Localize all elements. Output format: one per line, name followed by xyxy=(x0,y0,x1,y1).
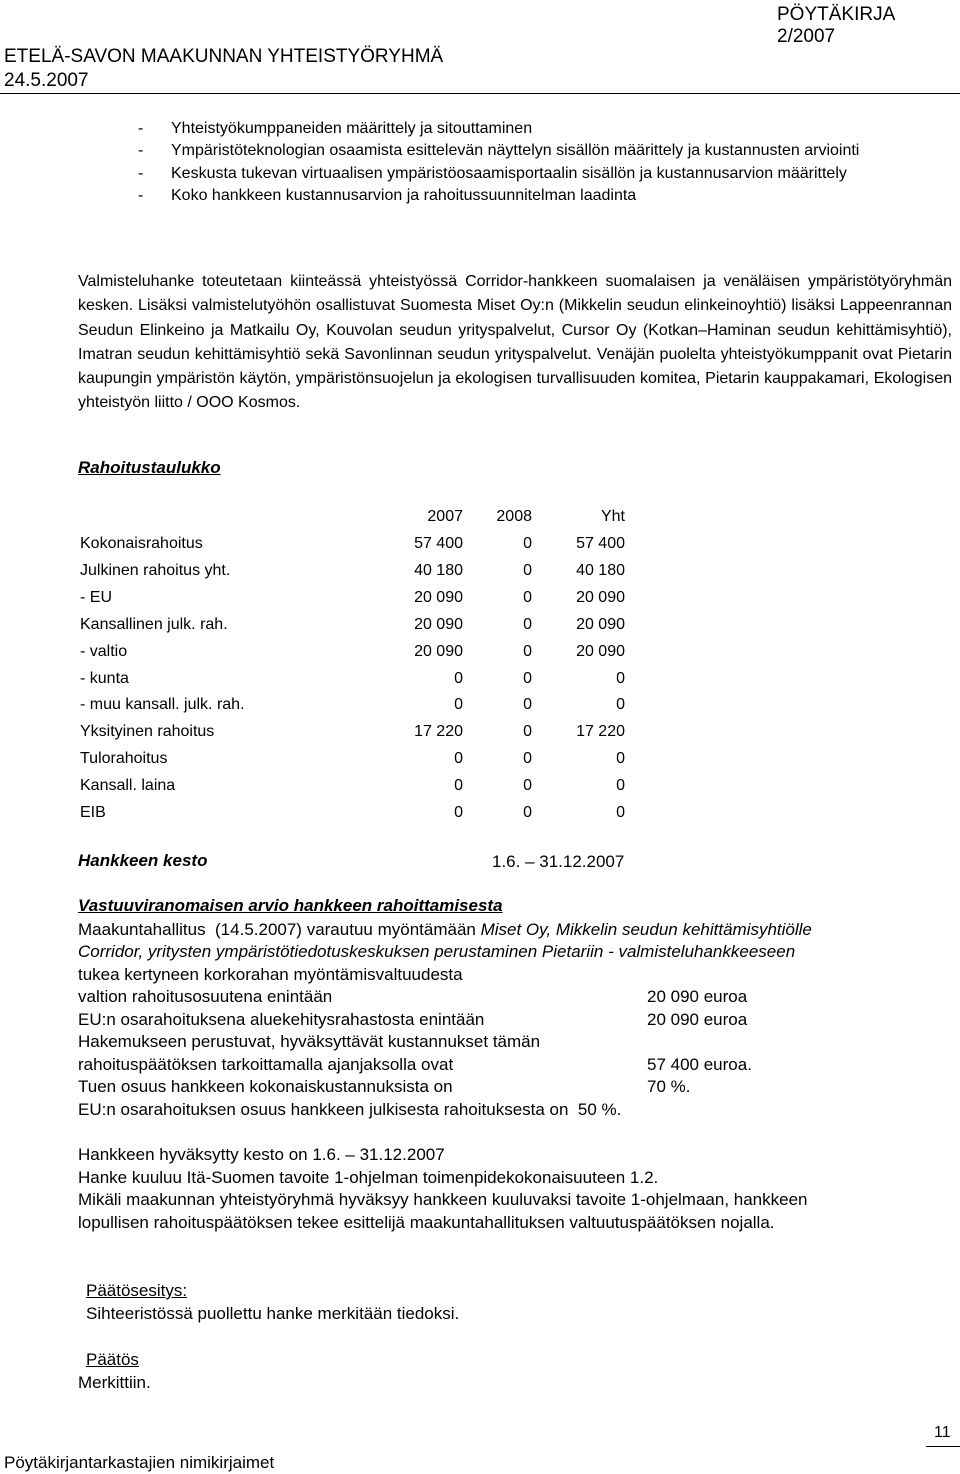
cell-yht: 57 400 xyxy=(576,535,625,552)
proposal-heading: Päätösesitys: xyxy=(86,1281,188,1300)
decision-text: Merkittiin. xyxy=(78,1373,151,1392)
column-header: 2007 xyxy=(427,508,463,525)
closing-line: Mikäli maakunnan yhteistyöryhmä hyväksyy hankkeen kuuluvaksi tavoite 1-ohjelmaan, hankkeen xyxy=(78,1190,808,1209)
cell-yht: 40 180 xyxy=(576,561,625,579)
arvio-line: EU:n osarahoituksen osuus hankkeen julkisesta rahoituksesta on 50 %. xyxy=(78,1100,622,1119)
signature-label: Pöytäkirjantarkastajien nimikirjaimet xyxy=(4,1453,275,1472)
arvio-value: 57 400 euroa. xyxy=(647,1055,752,1074)
cell-yht: 0 xyxy=(616,696,625,714)
arvio-line: Corridor, yritysten ympäristötiedotuskeskuksen perustaminen Pietariin - valmisteluhankkeeseen xyxy=(78,942,796,961)
cell-2008: 0 xyxy=(523,750,532,768)
arvio-value: 70 %. xyxy=(647,1077,691,1096)
cell-2007: 20 090 xyxy=(414,588,463,606)
row-label: Kansall. laina xyxy=(80,777,176,795)
header-divider xyxy=(0,93,960,94)
arvio-value: 20 090 euroa xyxy=(647,1010,748,1029)
page-number: 11 xyxy=(934,1424,951,1441)
proposal-text: Sihteeristössä puollettu hanke merkitään tiedoksi. xyxy=(86,1304,460,1323)
cell-yht: 20 090 xyxy=(576,642,625,660)
document-type: PÖYTÄKIRJA xyxy=(777,4,896,25)
organization-name: ETELÄ-SAVON MAAKUNNAN YHTEISTYÖRYHMÄ xyxy=(4,46,444,67)
list-item: - Yhteistyökumppaneiden määrittely ja sitouttaminen xyxy=(138,120,533,137)
cell-2007: 0 xyxy=(454,804,463,821)
row-label: - kunta xyxy=(80,669,129,687)
list-item: - Keskusta tukevan virtuaalisen ympäristöosaamisportaalin sisällön ja kustannusarvion määrittely xyxy=(138,164,847,182)
cell-2008: 0 xyxy=(523,535,532,552)
row-label: Kokonaisrahoitus xyxy=(80,535,203,552)
row-label: Kansallinen julk. rah. xyxy=(80,615,228,633)
row-label: EIB xyxy=(80,804,106,821)
cell-2007: 57 400 xyxy=(414,535,463,552)
cell-2008: 0 xyxy=(523,642,532,660)
decision-heading: Päätös xyxy=(86,1350,139,1369)
cell-2008: 0 xyxy=(523,615,532,633)
cell-yht: 0 xyxy=(616,804,625,821)
cell-yht: 20 090 xyxy=(576,588,625,606)
arvio-line: valtion rahoitusosuutena enintään xyxy=(78,987,333,1006)
section-heading-kesto: Hankkeen kesto xyxy=(78,851,208,870)
list-item: - Koko hankkeen kustannusarvion ja rahoitussuunnitelman laadinta xyxy=(138,187,637,205)
section-heading-rahoitus: Rahoitustaulukko xyxy=(78,458,221,477)
arvio-line: Tuen osuus hankkeen kokonaiskustannuksista on xyxy=(78,1077,453,1096)
list-item: - Ympäristöteknologian osaamista esittelevän näyttelyn sisällön määrittely ja kustannusten arviointi xyxy=(138,142,860,160)
closing-line: lopullisen rahoituspäätöksen tekee esittelijä maakuntahallituksen valtuutuspäätöksen nojalla. xyxy=(78,1213,775,1232)
cell-2007: 0 xyxy=(454,696,463,714)
column-header: 2008 xyxy=(496,508,532,525)
arvio-line: tukea kertyneen korkorahan myöntämisvaltuudesta xyxy=(78,965,463,984)
page-number-divider xyxy=(926,1446,960,1447)
cell-2007: 20 090 xyxy=(414,615,463,633)
cell-2007: 0 xyxy=(454,669,463,687)
meeting-date: 24.5.2007 xyxy=(4,70,89,91)
cell-2008: 0 xyxy=(523,804,532,821)
cell-yht: 0 xyxy=(616,750,625,768)
cell-2007: 20 090 xyxy=(414,642,463,660)
arvio-line: Maakuntahallitus (14.5.2007) varautuu myöntämään Miset Oy, Mikkelin seudun kehittämisyhtiölle xyxy=(78,920,812,939)
closing-line: Hankkeen hyväksytty kesto on 1.6. – 31.12.2007 xyxy=(78,1145,445,1164)
cell-yht: 17 220 xyxy=(576,723,625,741)
column-header: Yht xyxy=(600,508,625,525)
cell-yht: 20 090 xyxy=(576,615,625,633)
arvio-line: rahoituspäätöksen tarkoittamalla ajanjaksolla ovat xyxy=(78,1055,454,1074)
cell-yht: 0 xyxy=(616,669,625,687)
cell-2008: 0 xyxy=(523,669,532,687)
row-label: Julkinen rahoitus yht. xyxy=(80,561,231,579)
cell-2008: 0 xyxy=(523,561,532,579)
row-label: - muu kansall. julk. rah. xyxy=(80,696,245,714)
cell-2008: 0 xyxy=(523,696,532,714)
cell-2007: 17 220 xyxy=(414,723,463,741)
section-heading-arvio: Vastuuviranomaisen arvio hankkeen rahoittamisesta xyxy=(78,896,503,915)
arvio-value: 20 090 euroa xyxy=(647,987,748,1006)
cell-2008: 0 xyxy=(523,588,532,606)
cell-2007: 0 xyxy=(454,750,463,768)
cell-2007: 40 180 xyxy=(414,561,463,579)
cell-2008: 0 xyxy=(523,723,532,741)
document-number: 2/2007 xyxy=(777,26,836,47)
cell-yht: 0 xyxy=(616,777,625,795)
task-list xyxy=(138,118,938,208)
row-label: - EU xyxy=(80,588,112,606)
arvio-line: Hakemukseen perustuvat, hyväksyttävät kustannukset tämän xyxy=(78,1032,541,1051)
duration-value: 1.6. – 31.12.2007 xyxy=(492,852,625,871)
row-label: Yksityinen rahoitus xyxy=(80,723,215,741)
cell-2008: 0 xyxy=(523,777,532,795)
row-label: - valtio xyxy=(80,642,128,660)
body-paragraph: Valmisteluhanke toteutetaan kiinteässä yhteistyössä Corridor-hankkeen suomalaisen ja venäläisen ympäristötyöryhmän kesken. Lisäksi valmistelutyöhön osallistuvat Suomesta Miset Oy:n (Mikkelin seudun elinkeinoyhtiö) lisäksi Lappeenrannan Seudun Elinkeino ja Matkailu Oy, Kouvolan seudun yrityspalvelut, Cursor Oy (Kotkan–Haminan seudun kehittämisyhtiö), Imatran seudun kehittämisyhtiö sekä Savonlinnan seudun yrityspalvelut. Venäjän puolelta yhteistyökumppanit ovat Pietarin kaupungin ympäristön käytön, ympäristönsuojelun ja ekologisen turvallisuuden komitea, Pietarin kauppakamari, Ekologisen yhteistyön liitto / OOO Kosmos. xyxy=(78,273,952,412)
closing-line: Hanke kuuluu Itä-Suomen tavoite 1-ohjelman toimenpidekokonaisuuteen 1.2. xyxy=(78,1168,659,1187)
row-label: Tulorahoitus xyxy=(80,750,168,768)
cell-2007: 0 xyxy=(454,777,463,795)
arvio-line: EU:n osarahoituksena aluekehitysrahastosta enintään xyxy=(78,1010,485,1029)
